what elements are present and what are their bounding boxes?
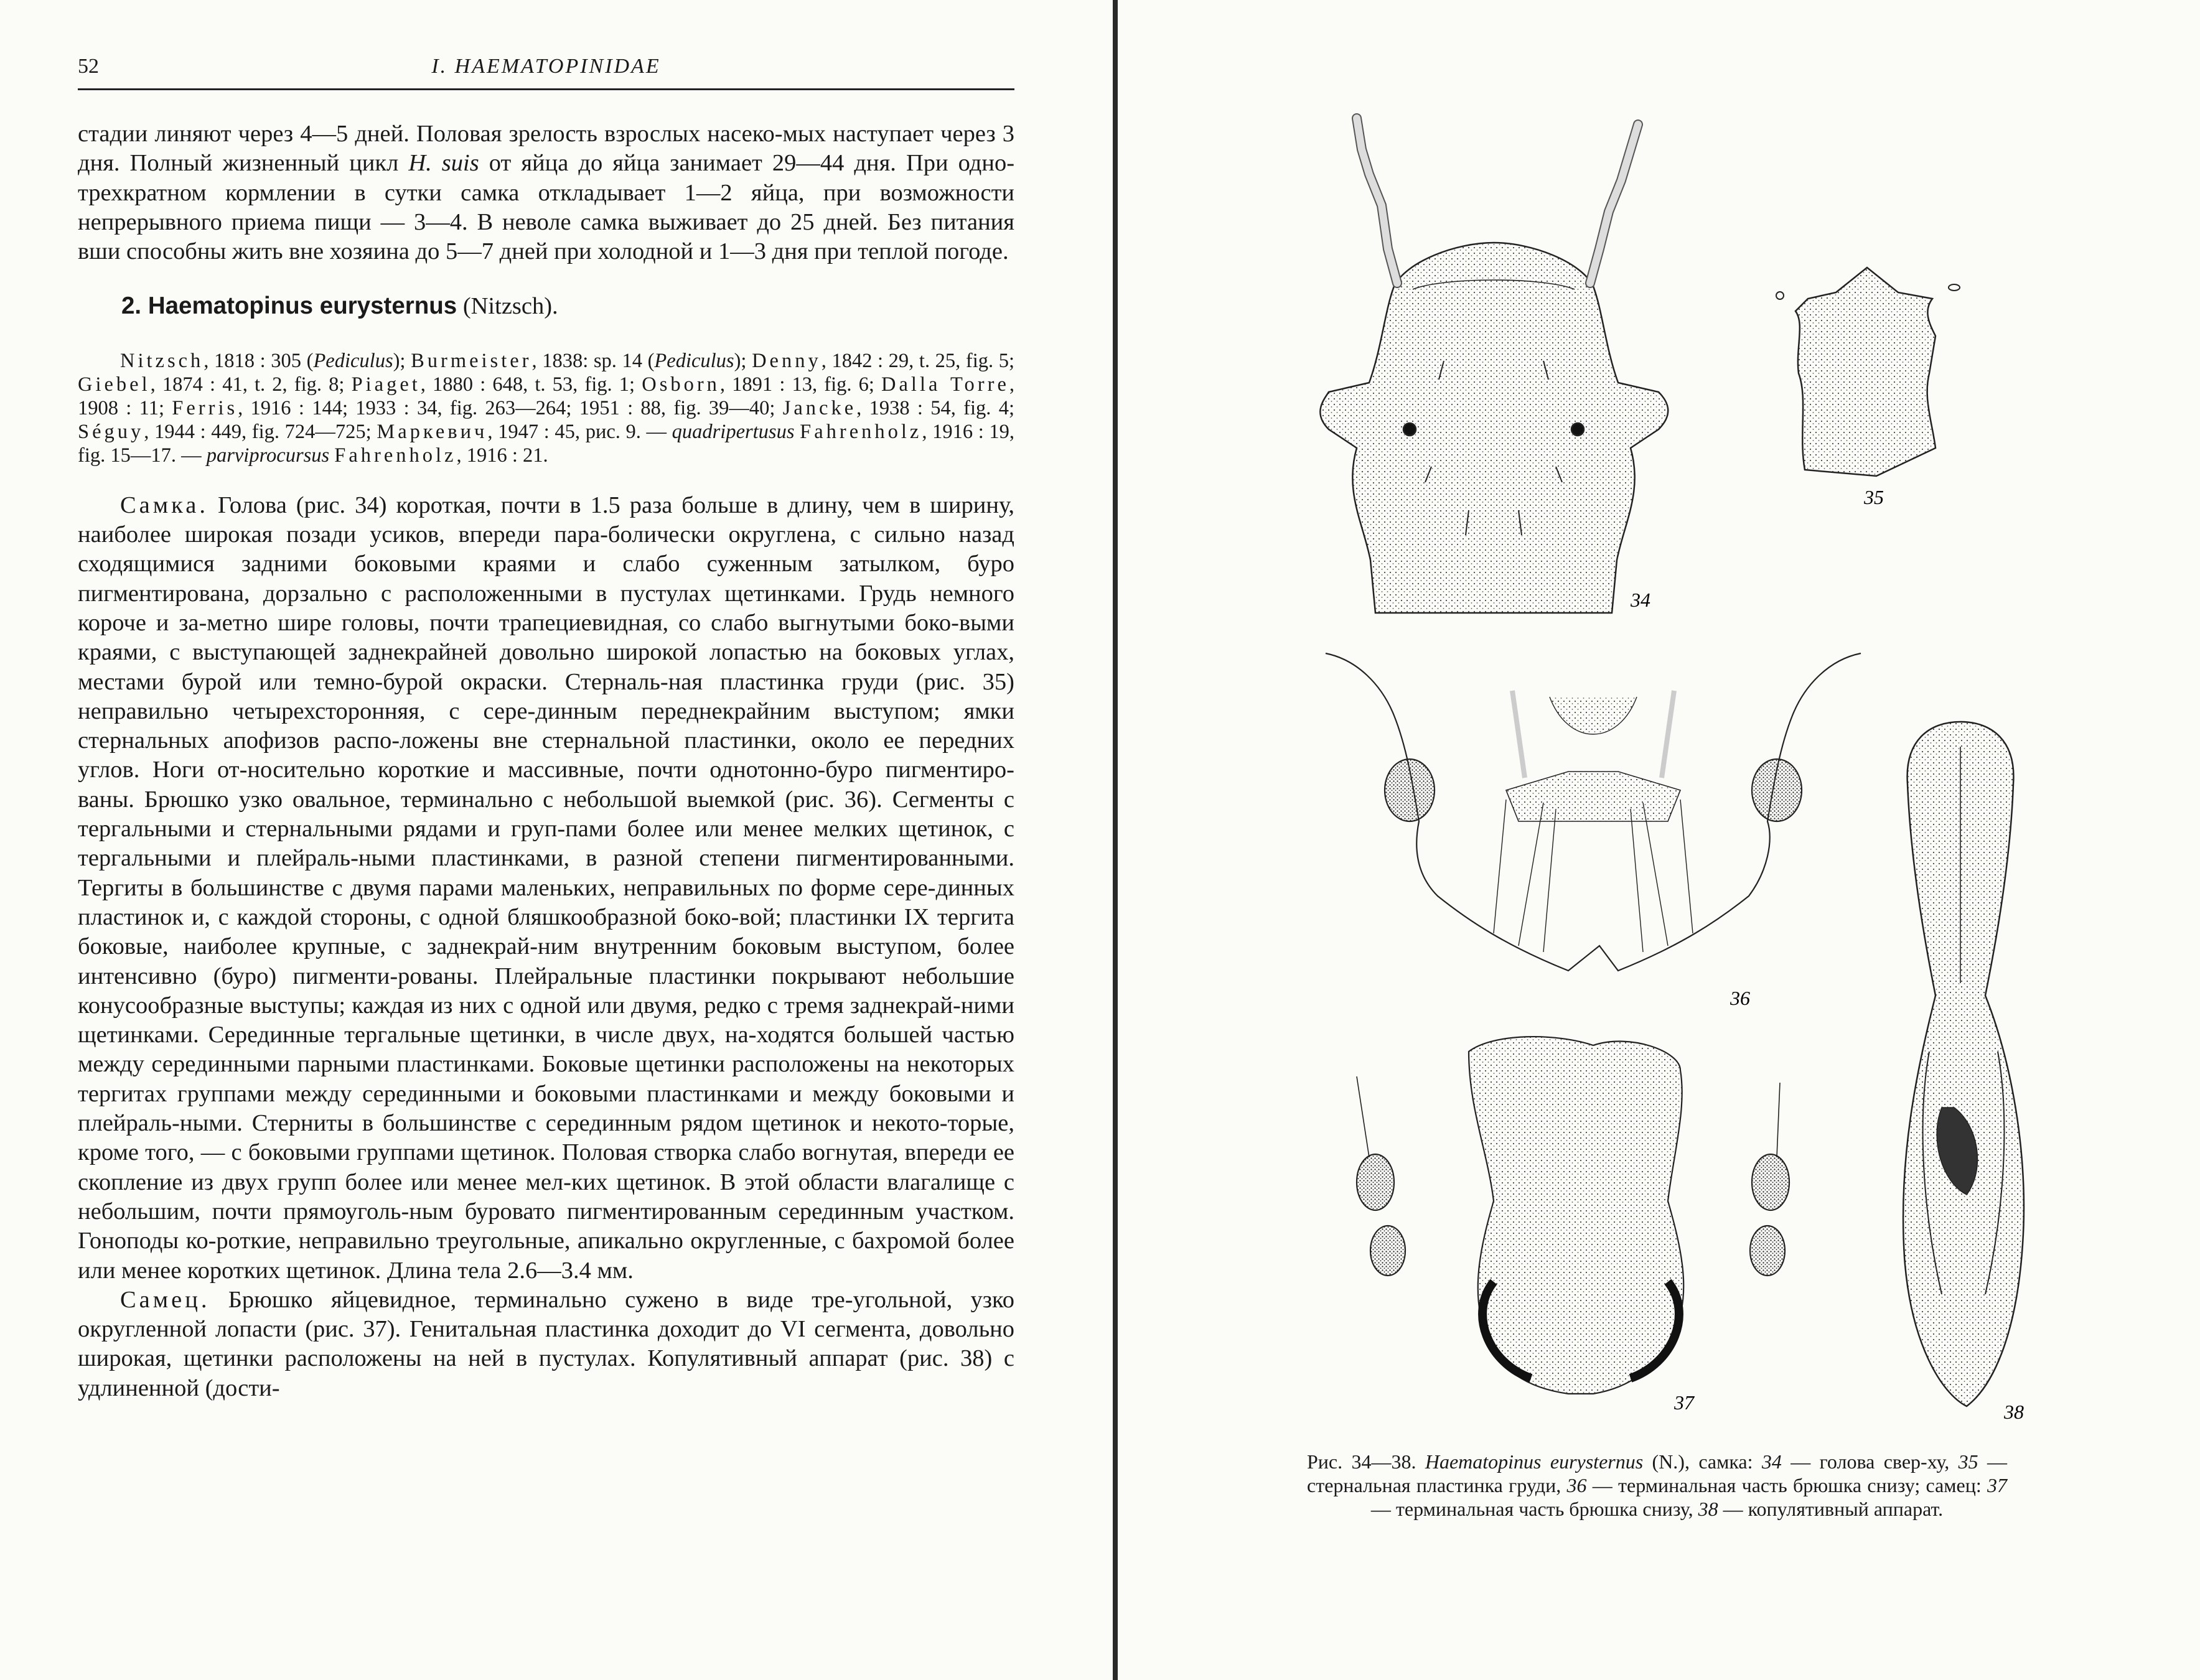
synonymy-run: , 1916 : 19, fig. 15—17. — bbox=[78, 420, 1014, 467]
synonymy-run: Osborn bbox=[642, 373, 720, 396]
synonymy-run bbox=[794, 421, 800, 443]
synonymy-run: Burmeister bbox=[411, 349, 532, 372]
synonymy-list bbox=[78, 349, 1014, 467]
synonymy-run: Маркевич bbox=[377, 420, 488, 443]
text-column bbox=[78, 119, 1014, 1403]
synonymy-run: Giebel bbox=[78, 373, 151, 396]
right-page bbox=[1120, 0, 2200, 1680]
synonymy-run: Nitzsch bbox=[120, 349, 204, 372]
figure-caption: Рис. 34—38. Haematopinus eurysternus (N.), самка: 34 — голова свер-ху, 35 — стернальная пластинка груди, 36 — терминальная часть брюшка снизу; самец: 37 — терминальная часть брюшка снизу, 38 — копулятивный аппарат. bbox=[1307, 1450, 2008, 1520]
synonymy-run: , 1947 : 45, рис. 9. — bbox=[487, 420, 672, 443]
figure-label-36: 36 bbox=[1730, 987, 1750, 1009]
figure-label-34: 34 bbox=[1631, 589, 1650, 611]
synonymy-run: quadripertusus bbox=[672, 420, 795, 443]
figure-label-35: 35 bbox=[1864, 486, 1884, 508]
synonymy-run: , 1838: sp. 14 ( bbox=[531, 349, 655, 372]
synonymy-run: Pediculus bbox=[654, 349, 734, 372]
figure-label-37: 37 bbox=[1674, 1391, 1694, 1414]
synonymy-run: , 1916 : 144; 1933 : 34, fig. 263—264; 1951 : 88, fig. 39—40; bbox=[238, 396, 783, 419]
synonymy-run: , 1874 : 41, t. 2, fig. 8; bbox=[150, 373, 352, 396]
synonymy-run: Fahrenholz bbox=[334, 444, 457, 467]
synonymy-run: , 1891 : 13, fig. 6; bbox=[719, 373, 882, 396]
paragraph-female: Самка. Голова (рис. 34) короткая, почти в 1.5 раза больше в длину, чем в ширину, наиболее широкая позади усиков, впереди пара-болически округлена, с сильно назад сходящимися задними боковыми краями и слабо суженным затылком, буро пигментирована, дорзально с расположенными в пустулах щетинками. Грудь немного короче и за-метно шире головы, почти трапециевидная, со слабо выгнутыми боко-выми краями, с выступающей заднекрайней довольно широкой лопастью на боковых углах, местами бурой или темно-бурой окраски. Стерналь-ная пластинка груди (рис. 35) неправильно четырехсторонняя, с сере-динным переднекрайним выступом; ямки стернальных апофизов распо-ложены вне стернальной пластинки, около ее передних углов. Ноги от-носительно короткие и массивные, почти однотонно-буро пигментиро-ваны. Брюшко узко овальное, терминально с небольшой выемкой (рис. 36). Сегменты с тергальными и стернальными рядами и груп-пами более или менее мелких щетинок, с тергальными и плейраль-ными пластинками, в разной степени пигментированными. Тергиты в большинстве с двумя парами маленьких, неправильных по форме сере-динных пластинок и, с каждой стороны, с одной бляшкообразной боко-вой; пластинки IX тергита боковые, наиболее крупные, с заднекрай-ним внутренним боковым выступом, более интенсивно (буро) пигменти-рованы. Плейральные пластинки покрывают небольшие конусообразные выступы; каждая из них с одной или двумя, редко с тремя заднекрай-ними щетинками. Серединные тергальные щетинки, в числе двух, на-ходятся большей частью между серединными парными пластинками. Боковые щетинки расположены на некоторых тергитах группами между серединными и боковыми пластинками и между боковыми и плейраль-ными. Стерниты в большинстве с серединным рядом щетинок и некото-торые, кроме того, — с боковыми группами щетинок. Половая створка слабо вогнутая, впереди ее скопление из двух групп более или менее мел-ких щетинок. В этой области влагалище с небольшим, почти прямоуголь-ным буровато пигментированным серединным участком. Гоноподы ко-роткие, неправильно треугольные, апикально округленные, с бахромой более или менее коротких щетинок. Длина тела 2.6—3.4 мм. bbox=[78, 492, 1014, 1284]
synonymy-run: , 1938 : 54, fig. 4; bbox=[856, 396, 1014, 419]
synonymy-run: ); bbox=[734, 349, 752, 372]
figure-plate bbox=[1120, 0, 2200, 1431]
synonymy-run: Séguy bbox=[78, 420, 144, 443]
synonymy-run: Pediculus bbox=[313, 349, 393, 372]
header-rule bbox=[78, 88, 1014, 90]
synonymy-run: , 1880 : 648, t. 53, fig. 1; bbox=[420, 373, 642, 396]
synonymy-run: Dalla Torre bbox=[881, 373, 1009, 396]
running-title: I. HAEMATOPINIDAE bbox=[431, 55, 661, 78]
page-number: 52 bbox=[78, 55, 99, 78]
synonymy-run: , 1944 : 449, fig. 724—725; bbox=[144, 420, 377, 443]
species-heading: 2. Haematopinus eurysternus (Nitzsch). bbox=[121, 292, 558, 320]
figure-35-sternal-plate bbox=[1776, 268, 1960, 476]
synonymy-run: Ferris bbox=[172, 396, 238, 419]
paragraph-male: Самец. Брюшко яйцевидное, терминально сужено в виде тре-угольной, узко округленной лопасти (рис. 37). Генитальная пластинка доходит до VI сегмента, довольно широкая, щетинки расположены на ней в пустулах. Копулятивный аппарат (рис. 38) с удлиненной (дости- bbox=[78, 1286, 1014, 1401]
synonymy-run: Fahrenholz bbox=[800, 420, 922, 443]
running-header bbox=[78, 55, 1014, 92]
page-gutter bbox=[1113, 0, 1118, 1680]
figure-34-head bbox=[1320, 118, 1668, 613]
synonymy-run: parviprocursus bbox=[206, 444, 330, 467]
synonymy-run: Denny bbox=[752, 349, 821, 372]
figure-36-female-abdomen bbox=[1326, 653, 1861, 971]
male-label: Самец. bbox=[120, 1286, 210, 1313]
synonymy-run: , 1842 : 29, t. 25, fig. 5; bbox=[821, 349, 1015, 372]
synonymy-run: Jancke bbox=[782, 396, 857, 419]
synonymy-run: ); bbox=[393, 349, 411, 372]
figure-38-copulatory-apparatus bbox=[1903, 722, 2024, 1406]
figure-label-38: 38 bbox=[2004, 1401, 2024, 1423]
synonymy-run: , 1908 : 11; bbox=[78, 373, 1014, 419]
paragraph-life-cycle: стадии линяют через 4—5 дней. Половая зрелость взрослых насеко-мых наступает через 3 дня. Полный жизненный цикл H. suis от яйца до яйца занимает 29—44 дня. При одно-трехкратном кормлении в сутки самка откладывает 1—2 яйца, при возможности непрерывного приема пищи — 3—4. В неволе самка выживает до 25 дней. Без питания вши способны жить вне хозяина до 5—7 дней при холодной и 1—3 дня при теплой погоде. bbox=[78, 121, 1015, 265]
synonymy-run: , 1818 : 305 ( bbox=[204, 349, 314, 372]
synonymy-run: , 1916 : 21. bbox=[456, 444, 548, 467]
synonymy-run: Piaget bbox=[351, 373, 421, 396]
figure-37-male-abdomen bbox=[1357, 1037, 1789, 1394]
female-label: Самка. bbox=[120, 492, 208, 518]
